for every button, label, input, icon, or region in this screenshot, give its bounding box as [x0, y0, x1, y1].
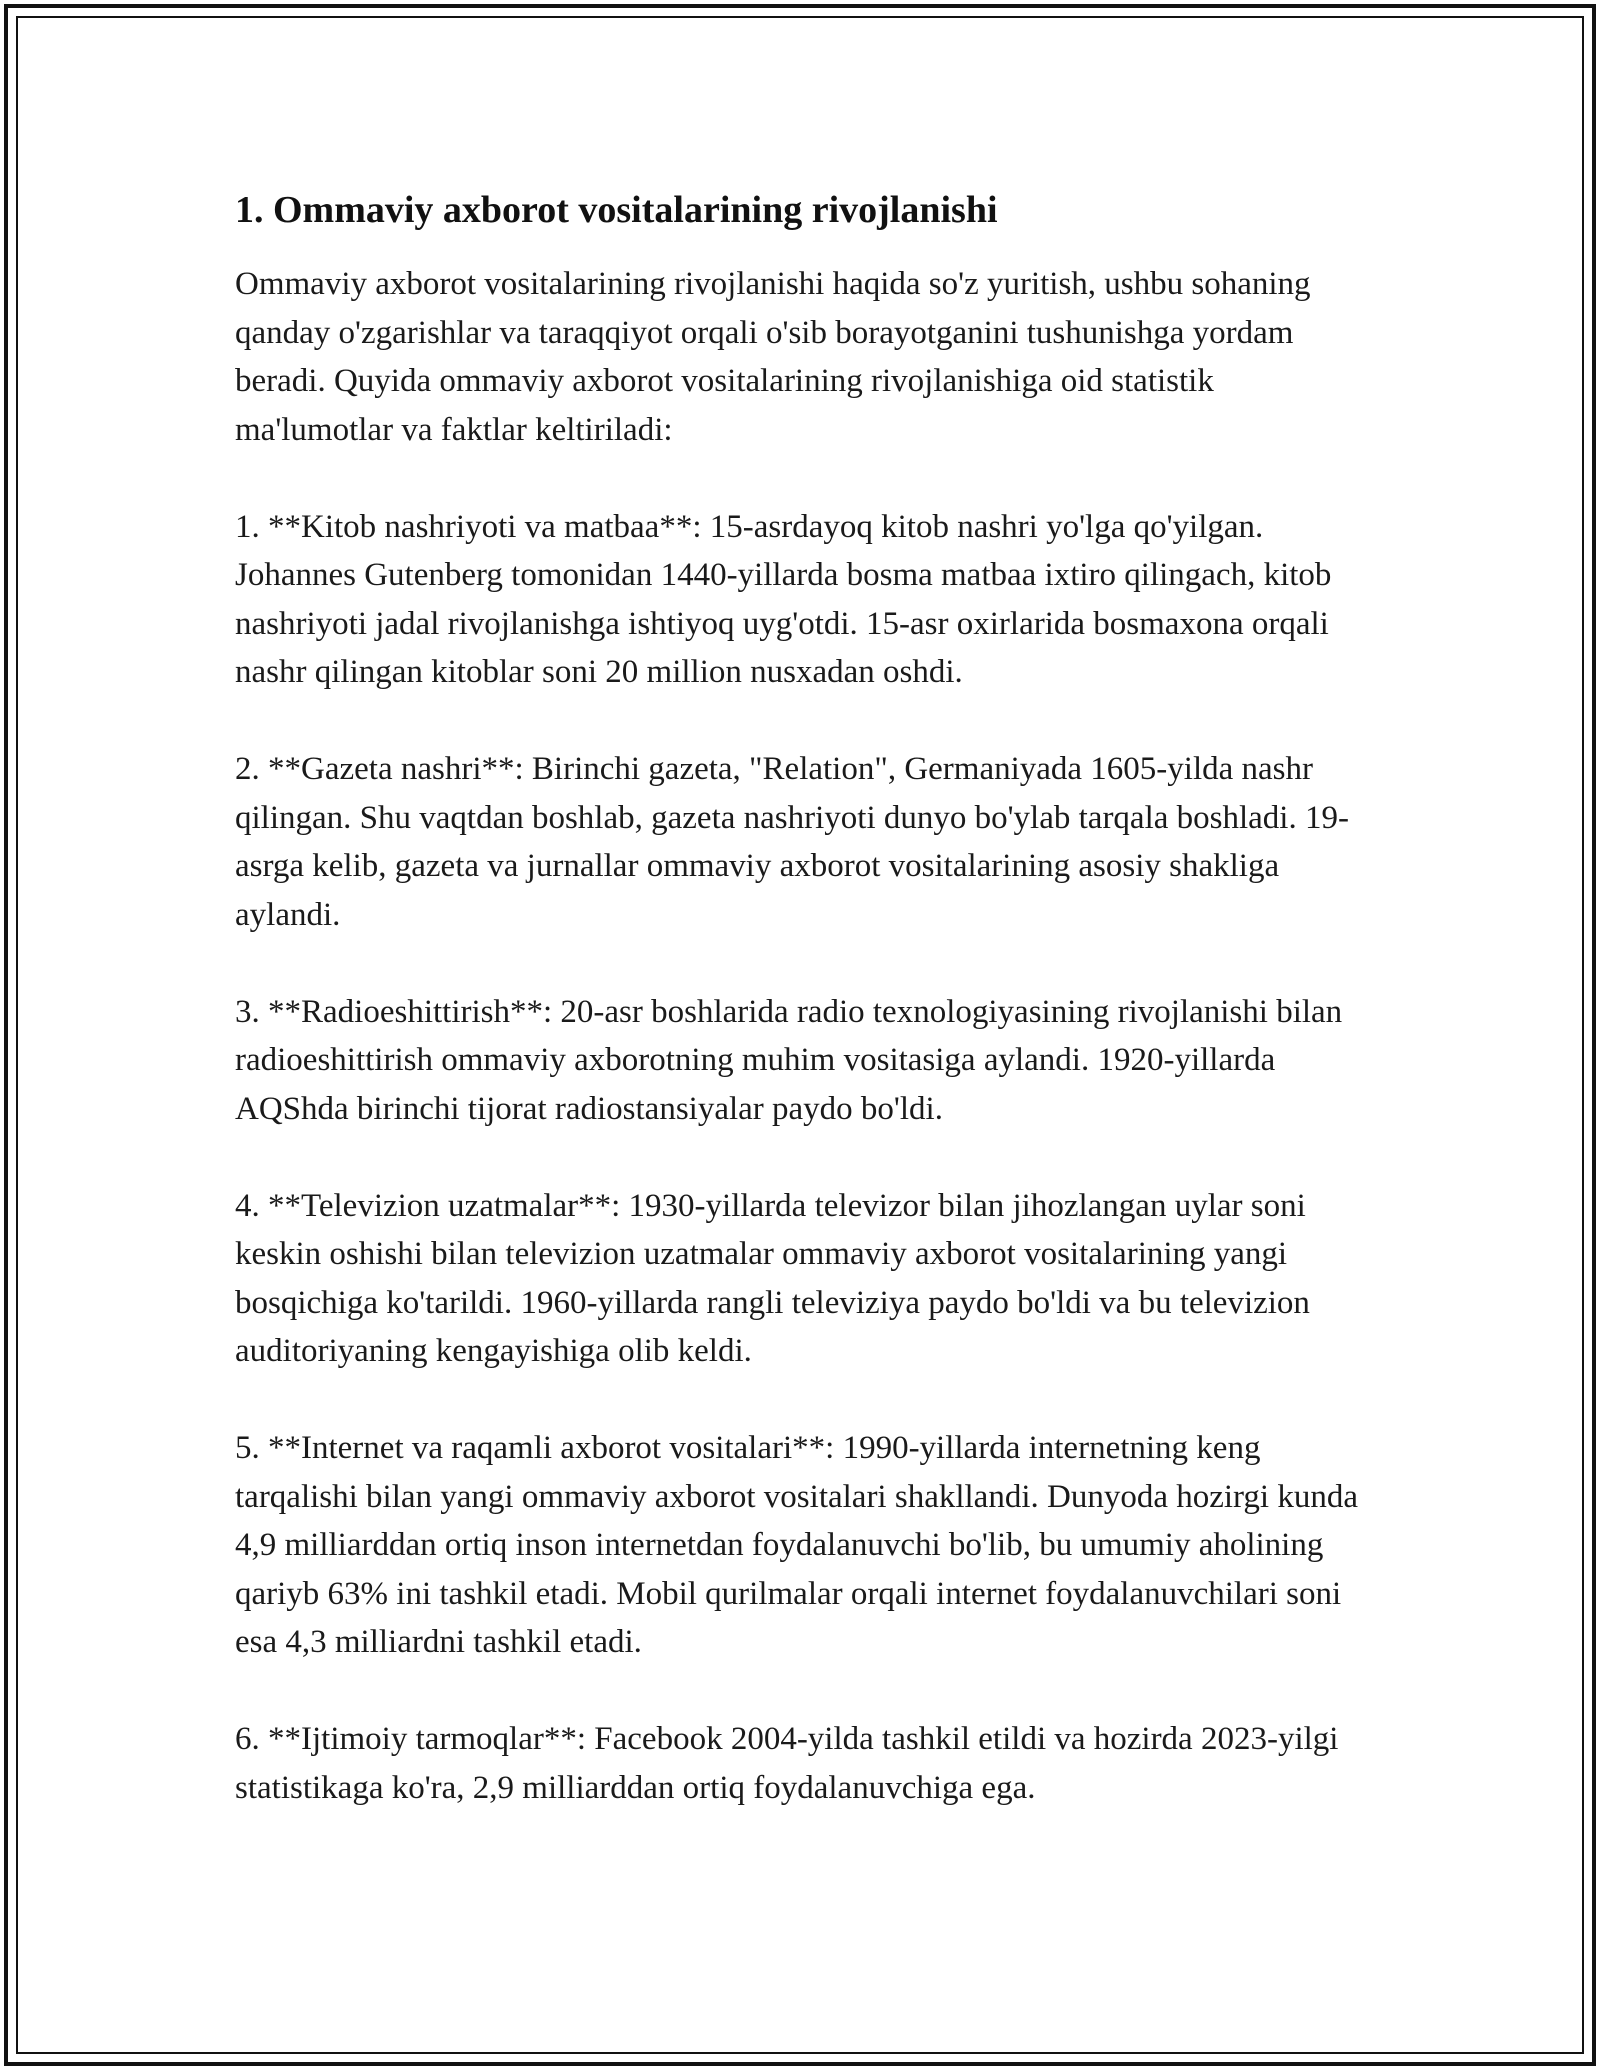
list-item-radio: 3. **Radioeshittirish**: 20-asr boshlarida radio texnologiyasining rivojlanishi bilan radioeshittirish ommaviy axborotning muhim vositasiga aylandi. 1920-yillarda AQShda birinchi tijorat radiostansiyalar paydo bo'ldi.	[235, 993, 1343, 1127]
list-item-social-networks: 6. **Ijtimoiy tarmoqlar**: Facebook 2004-yilda tashkil etildi va hozirda 2023-yilgi statistikaga ko'ra, 2,9 milliarddan ortiq foydalanuvchiga ega.	[235, 1721, 1339, 1806]
list-item-television: 4. **Televizion uzatmalar**: 1930-yillarda televizor bilan jihozlangan uylar soni keskin oshishi bilan televizion uzatmalar ommaviy axborot vositalarining yangi bosqichiga ko'tarildi. 1960-yillarda rangli televiziya paydo bo'ldi va bu televizion auditoriyaning kengayishiga olib keldi.	[235, 1187, 1310, 1369]
list-item-book-publishing: 1. **Kitob nashriyoti va matbaa**: 15-asrdayoq kitob nashri yo'lga qo'yilgan. Johannes Gutenberg tomonidan 1440-yillarda bosma matbaa ixtiro qilingach, kitob nashriyoti jadal rivojlanishga ishtiyoq uyg'otdi. 15-asr oxirlarida bosmaxona orqali nashr qilingan kitoblar soni 20 million nusxadan oshdi.	[235, 508, 1332, 690]
document-body	[235, 186, 1365, 1861]
intro-paragraph: Ommaviy axborot vositalarining rivojlanishi haqida so'z yuritish, ushbu sohaning qanday o'zgarishlar va taraqqiyot orqali o'sib borayotganini tushunishga yordam beradi. Quyida ommaviy axborot vositalarining rivojlanishiga oid statistik ma'lumotlar va faktlar keltiriladi:	[235, 266, 1311, 448]
list-item-newspaper: 2. **Gazeta nashri**: Birinchi gazeta, "Relation", Germaniyada 1605-yilda nashr qilingan. Shu vaqtdan boshlab, gazeta nashriyoti dunyo bo'ylab tarqala boshladi. 19-asrga kelib, gazeta va jurnallar ommaviy axborot vositalarining asosiy shakliga aylandi.	[235, 751, 1349, 933]
list-item-internet: 5. **Internet va raqamli axborot vositalari**: 1990-yillarda internetning keng tarqalishi bilan yangi ommaviy axborot vositalari shakllandi. Dunyoda hozirgi kunda 4,9 milliarddan ortiq inson internetdan foydalanuvchi bo'lib, bu umumiy aholining qariyb 63% ini tashkil etadi. Mobil qurilmalar orqali internet foydalanuvchilari soni esa 4,3 milliardni tashkil etadi.	[235, 1430, 1358, 1660]
page-title: 1. Ommaviy axborot vositalarining rivojlanishi	[235, 189, 998, 231]
